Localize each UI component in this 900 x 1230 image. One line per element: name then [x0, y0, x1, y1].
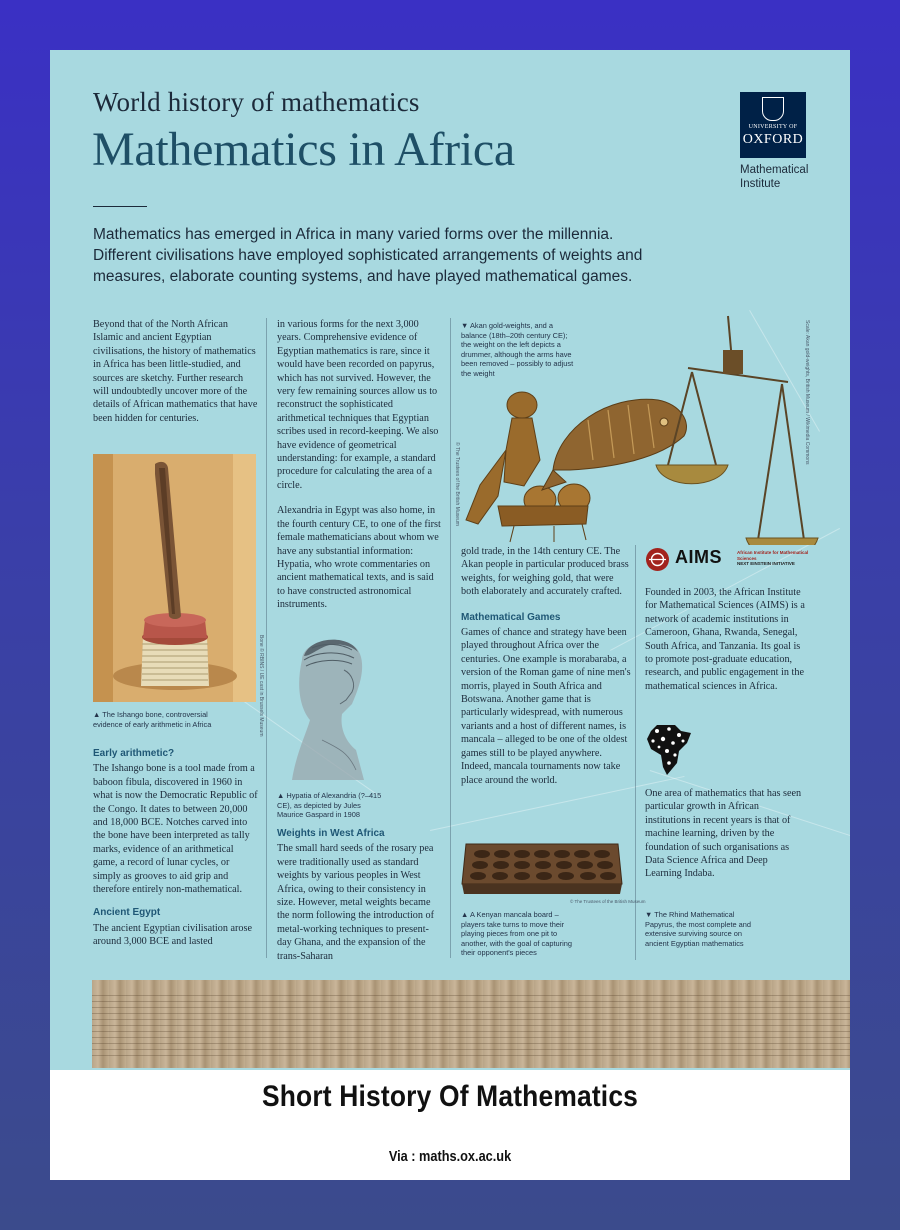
- papyrus-script-lines: [92, 990, 850, 1058]
- mancala-caption: ▲ A Kenyan mancala board – players take turns to move their playing pieces from one pit to another, with the goal of capturing their opponent's pieces: [461, 910, 572, 958]
- aims-full-name: African Institute for Mathematical Sciences: [737, 550, 809, 561]
- aims-paragraph: Founded in 2003, the African Institute for Mathematical Sciences (AIMS) is a network of academic institutions in Cameroon, Ghana, Rwanda, Senegal, South Africa, and Tanzania. Its goal is to promote post-graduate education, research, and public engagement in the mathematical sciences in Africa.: [645, 587, 805, 692]
- poster: [50, 50, 850, 1070]
- ishango-bone-photo: [93, 454, 256, 702]
- weights-west-africa-heading: Weights in West Africa: [277, 828, 385, 839]
- hypatia-portrait: [282, 630, 382, 780]
- akan-gold-weights-image: [458, 310, 828, 545]
- rhind-papyrus-image: [92, 980, 850, 1068]
- akan-trade-text: gold trade, in the 14th century CE. The Akan people in particular produced brass weights, for weighing gold, that were both elaborately and accurately crafted.: [461, 546, 629, 598]
- column-2-bottom: [277, 827, 442, 975]
- column-4-bottom: [645, 787, 805, 893]
- oxford-crest-icon: [762, 97, 784, 121]
- caption-box: [50, 1070, 850, 1180]
- mathematical-games-text: Games of chance and strategy have been played throughout Africa over the centuries. One example is morabaraba, a version of the Roman game of nine men's morris, played in South Africa and Botswana. Another game that is particularly widespread, with numerous variants and a host of different names, is mancala – alleged to be one of the oldest games still to be played anywhere. Indeed, mancala tournaments now take place around the world.: [461, 627, 631, 786]
- oxford-logo-name: OXFORD: [742, 132, 804, 147]
- akan-photo-credit: © The Trustees of the British Museum: [454, 442, 460, 526]
- mathematical-games-heading: Mathematical Games: [461, 611, 561, 623]
- aims-logo: [645, 547, 815, 571]
- bone-caption: ▲ The Ishango bone, controversial evidence of early arithmetic in Africa: [93, 710, 212, 729]
- column-2-top: [277, 318, 442, 624]
- africa-network-map-icon: [645, 723, 695, 777]
- early-arithmetic-text: The Ishango bone is a tool made from a baboon fibula, discovered in 1960 in what is now the Democratic Republic of the Congo. It dates to between 20,000 and 18,000 BCE. Notches carved into the bone have been interpreted as tally marks, evidence of an arithmetical game, a record of lunar cycles, or simply as grooves to aid grip and therefore entirely non-mathematical.: [93, 763, 258, 896]
- weights-west-africa-text: The small hard seeds of the rosary pea were traditionally used as standard weights by various peoples in West Africa, owing to their consistency in size. However, metal weights became the norm following the introduction of metal-working techniques to present-day Ghana, and the expansion of the trans-Saharan: [277, 843, 435, 962]
- aims-name: AIMS: [675, 547, 722, 567]
- mancala-photo-credit: © The Trustees of the British Museum: [570, 899, 646, 904]
- early-arithmetic-heading: Early arithmetic?: [93, 748, 175, 759]
- caption-title: Short History Of Mathematics: [261, 1080, 639, 1113]
- machine-learning-paragraph: One area of mathematics that has seen particular growth in African institutions in recent years is that of machine learning, driven by the foundation of such organisations as Data Science Africa and Deep Learning Indaba.: [645, 788, 802, 880]
- rhind-caption: ▼ The Rhind Mathematical Papyrus, the most complete and extensive surviving source on ancient Egyptian mathematics: [645, 910, 751, 948]
- column-1-bottom: [93, 747, 258, 961]
- title-rule: [93, 206, 147, 207]
- col2-egypt-paragraph: in various forms for the next 3,000 years. Comprehensive evidence of Egyptian mathematics is rare, since it would have been recorded on papyrus, which has not survived. However, the very few remaining sources allow us to reconstruct the sophisticated arithmetical techniques that Egyptian scribes used in record-keeping. We also have evidence of geometrical understanding: for example, a standard procedure for calculating the area of a circle.: [277, 319, 439, 491]
- column-3-text: [461, 545, 631, 799]
- scale-photo-credit: Scale: Akan gold-weights, British Museum / Wikimedia Commons: [804, 320, 810, 465]
- institute-name: Mathematical Institute: [740, 164, 809, 190]
- caption-source: Via : maths.ox.ac.uk: [388, 1148, 512, 1165]
- aims-emblem-icon: [645, 547, 670, 572]
- ancient-egypt-text: The ancient Egyptian civilisation arose around 3,000 BCE and lasted: [93, 922, 252, 948]
- column-divider-3: [635, 545, 636, 960]
- ishango-bone-image: [93, 454, 256, 702]
- intro-text: Mathematics has emerged in Africa in many varied forms over the millennia. Different civilisations have employed sophisticated arrangements of weights and measures, elaborate counting systems, and have played mathematical games.: [93, 226, 643, 285]
- ancient-egypt-heading: Ancient Egypt: [93, 907, 161, 919]
- oxford-logo-small: UNIVERSITY OF: [748, 124, 798, 130]
- poster-subtitle: World history of mathematics: [93, 87, 420, 117]
- column-1-top: [93, 318, 258, 437]
- bone-photo-credit: Bone © RBINS / UE cast in Brussels Museum: [258, 635, 264, 737]
- hypatia-caption: ▲ Hypatia of Alexandria (?–415 CE), as depicted by Jules Maurice Gaspard in 1908: [277, 791, 382, 820]
- column-divider-1: [266, 318, 267, 958]
- col2-hypatia-paragraph: Alexandria in Egypt was also home, in the fourth century CE, to one of the first female mathematicians about whom we have any substantial information: Hypatia, who wrote commentaries on ancient mathematical texts, and is said to have constructed astronomical instruments.: [277, 505, 441, 611]
- column-4-top: [645, 586, 805, 705]
- poster-title: Mathematics in Africa: [92, 123, 515, 176]
- aims-initiative: NEXT EINSTEIN INITIATIVE: [737, 561, 795, 566]
- mancala-board-image: [460, 838, 625, 900]
- aims-tagline: [737, 550, 809, 567]
- akan-caption: ▼ Akan gold-weights, and a balance (18th–20th century CE); the weight on the left depicts a drummer, although the arms have been removed – possibly to adjust the weight: [461, 321, 574, 378]
- oxford-logo: [740, 92, 806, 158]
- column-divider-2: [450, 318, 451, 958]
- col1-intro-paragraph: Beyond that of the North African Islamic and ancient Egyptian civilisations, the history of mathematics in Africa has been little-studied, and sources are sketchy. Further research will undoubtedly uncover more of the details of African mathematics that have been hidden for centuries.: [93, 319, 258, 424]
